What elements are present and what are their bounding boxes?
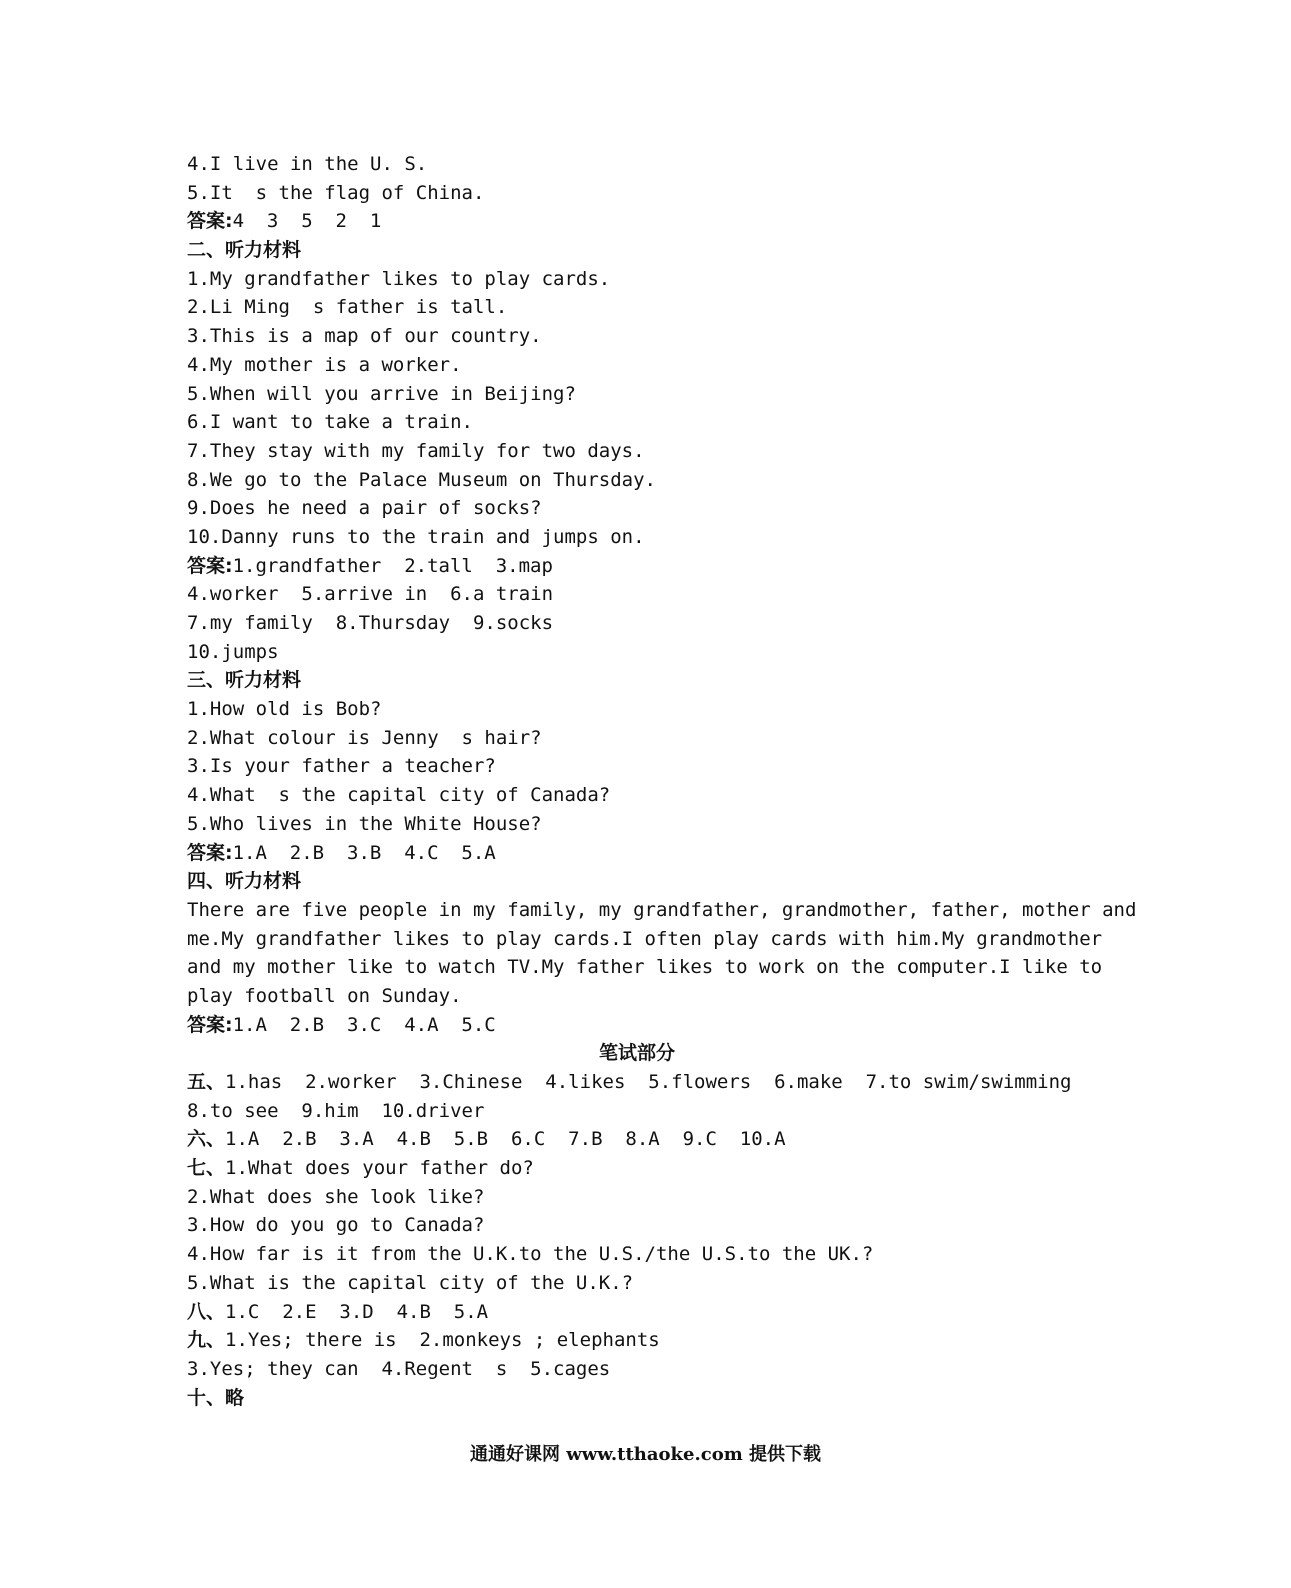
text-line (187, 752, 1087, 781)
text-line (187, 580, 1087, 609)
line-text: 5.Who lives in the White House? (187, 812, 542, 835)
line-text: 1.A 2.B 3.B 4.C 5.A (232, 841, 496, 864)
line-text: 3.Yes; they can 4.Regent s 5.cages (187, 1357, 611, 1380)
line-label: 九、 (187, 1329, 226, 1352)
answer-key-document (187, 150, 1137, 1412)
text-line (187, 351, 1087, 380)
line-text: 1.My grandfather likes to play cards. (187, 267, 611, 290)
line-label: 八、 (187, 1300, 226, 1323)
text-line (187, 1125, 1087, 1154)
text-line (187, 1039, 1087, 1068)
line-text: 1.A 2.B 3.C 4.A 5.C (232, 1013, 496, 1036)
line-text: 10.Danny runs to the train and jumps on. (187, 525, 645, 548)
line-text: 3.How do you go to Canada? (187, 1214, 485, 1237)
line-text: 4.How far is it from the U.K.to the U.S./the U.S.to the UK.? (187, 1243, 874, 1266)
line-label: 三、听力材料 (187, 669, 302, 692)
text-line (187, 1384, 1087, 1413)
line-text: me.My grandfather likes to play cards.I often play cards with him.My grandmother (187, 927, 1103, 950)
text-line (187, 523, 1087, 552)
line-label: 二、听力材料 (187, 239, 302, 262)
text-line (187, 1269, 1087, 1298)
line-text: There are five people in my family, my grandfather, grandmother, father, mother and (187, 898, 1137, 921)
text-line (187, 408, 1087, 437)
text-line (187, 207, 1087, 236)
line-text: 1.grandfather 2.tall 3.map (232, 554, 553, 577)
line-text: 1.has 2.worker 3.Chinese 4.likes 5.flowers 6.make 7.to swim/swimming (225, 1071, 1072, 1093)
text-line (187, 265, 1087, 294)
line-text: 5.When will you arrive in Beijing? (187, 382, 576, 405)
line-text: 2.What does she look like? (187, 1185, 485, 1208)
text-line (187, 810, 1087, 839)
line-text: 4 3 5 2 1 (232, 210, 382, 233)
line-text: 3.Is your father a teacher? (187, 755, 496, 778)
text-line (187, 494, 1087, 523)
text-line (187, 1097, 1087, 1126)
line-label: 十、略 (187, 1386, 245, 1409)
text-line (187, 1068, 1087, 1097)
text-line (187, 781, 1087, 810)
text-line (187, 236, 1087, 265)
text-line (187, 724, 1087, 753)
text-line (187, 1298, 1087, 1327)
text-line (187, 1154, 1087, 1183)
line-text: 5.What is the capital city of the U.K.? (187, 1271, 634, 1294)
text-line (187, 437, 1087, 466)
text-line (187, 982, 1087, 1011)
line-text: 4.What s the capital city of Canada? (187, 784, 611, 807)
line-text: play football on Sunday. (187, 984, 462, 1007)
line-text: 1.How old is Bob? (187, 698, 382, 721)
line-text: 4.I live in the U. S. (187, 153, 428, 175)
text-line (187, 1240, 1087, 1269)
text-line (187, 552, 1087, 581)
text-line (187, 953, 1103, 982)
line-text: 8.We go to the Palace Museum on Thursday. (187, 468, 656, 491)
line-label: 六、 (187, 1128, 226, 1151)
text-line (187, 1011, 1087, 1040)
text-line (187, 179, 1087, 208)
line-label: 答案: (187, 1013, 233, 1036)
line-text: and my mother like to watch TV.My father likes to work on the computer.I like to (187, 956, 1103, 979)
line-text: 4.worker 5.arrive in 6.a train (187, 583, 554, 606)
line-text: 1.What does your father do? (225, 1157, 534, 1180)
text-line (187, 839, 1087, 868)
text-line (187, 293, 1087, 322)
line-text: 5.It s the flag of China. (187, 181, 485, 204)
line-label: 四、听力材料 (187, 870, 302, 893)
text-line (187, 1183, 1087, 1212)
text-line (187, 466, 1087, 495)
text-line (187, 896, 1137, 925)
line-text: 9.Does he need a pair of socks? (187, 497, 542, 520)
line-label: 七、 (187, 1157, 226, 1180)
line-text: 10.jumps (187, 640, 279, 663)
line-label: 答案: (187, 210, 233, 233)
line-text: 3.This is a map of our country. (187, 325, 542, 348)
line-label: 答案: (187, 554, 233, 577)
line-text: 1.C 2.E 3.D 4.B 5.A (225, 1300, 489, 1323)
text-line (187, 925, 1103, 954)
line-text: 6.I want to take a train. (187, 411, 473, 434)
text-line (187, 322, 1087, 351)
text-line (187, 638, 1087, 667)
line-text: 2.Li Ming s father is tall. (187, 296, 508, 319)
line-label: 五、 (187, 1071, 226, 1093)
line-label: 答案: (187, 841, 233, 864)
footer-watermark: 通通好课网 www.tthaoke.com 提供下载 (469, 1444, 822, 1465)
text-line (187, 666, 1087, 695)
text-line (187, 1355, 1087, 1384)
line-text: 7.They stay with my family for two days. (187, 439, 645, 462)
section-heading: 笔试部分 (598, 1042, 675, 1065)
line-text: 1.A 2.B 3.A 4.B 5.B 6.C 7.B 8.A 9.C 10.A (225, 1128, 786, 1151)
text-line (187, 380, 1087, 409)
text-line (187, 1326, 1087, 1355)
text-line (187, 609, 1087, 638)
line-text: 8.to see 9.him 10.driver (187, 1099, 485, 1122)
text-line (187, 695, 1087, 724)
line-text: 4.My mother is a worker. (187, 353, 462, 376)
text-line (187, 1211, 1087, 1240)
text-line (187, 150, 1087, 179)
text-line (187, 867, 1087, 896)
line-text: 1.Yes; there is 2.monkeys ; elephants (225, 1329, 660, 1352)
line-text: 7.my family 8.Thursday 9.socks (187, 612, 554, 634)
line-text: 2.What colour is Jenny s hair? (187, 726, 542, 749)
